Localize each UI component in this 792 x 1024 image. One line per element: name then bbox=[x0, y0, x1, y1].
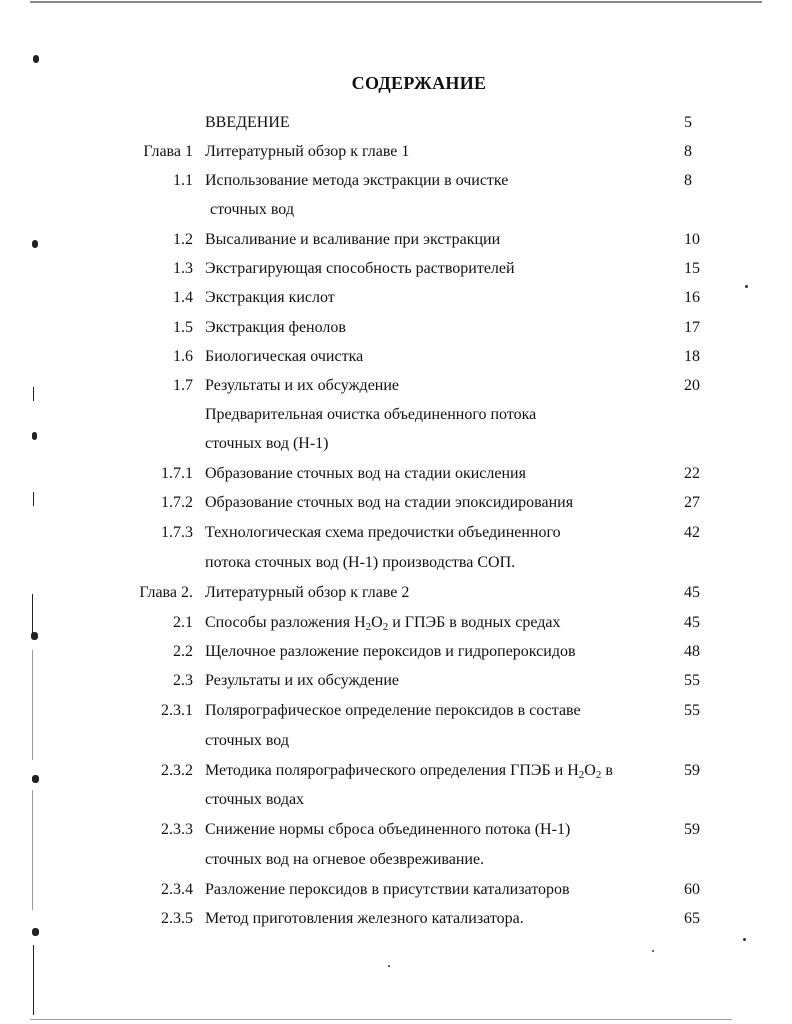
toc-entry-title: Биологическая очистка bbox=[205, 348, 364, 365]
toc-entry-number: Глава 1 bbox=[143, 143, 193, 160]
toc-entry-number: 1.7 bbox=[173, 377, 193, 394]
toc-entry-number: Глава 2. bbox=[139, 584, 193, 601]
toc-entry-continuation bbox=[0, 197, 792, 223]
toc-entry bbox=[0, 668, 792, 694]
toc-entry bbox=[0, 168, 792, 194]
toc-entry-page: 59 bbox=[684, 821, 700, 838]
toc-entry-title: Литературный обзор к главе 1 bbox=[205, 143, 410, 160]
toc-entry-page: 5 bbox=[684, 114, 692, 131]
toc-entry-title: Высаливание и всаливание при экстракции bbox=[205, 231, 501, 248]
toc-entry-page: 15 bbox=[684, 260, 700, 277]
toc-entry-title: Метод приготовления железного катализатора. bbox=[205, 910, 524, 927]
toc-entry-number: 1.2 bbox=[173, 231, 193, 248]
toc-entry-number: 2.2 bbox=[173, 643, 193, 660]
toc-entry bbox=[0, 610, 792, 636]
toc-entry-title: сточных вод bbox=[210, 201, 294, 218]
toc-entry-title bbox=[205, 610, 561, 636]
toc-entry-page: 45 bbox=[684, 614, 700, 631]
toc-entry-title: Образование сточных вод на стадии окисления bbox=[205, 465, 526, 482]
toc-entry-page: 55 bbox=[684, 672, 700, 689]
toc-entry-title: сточных водах bbox=[205, 791, 305, 808]
toc-entry-page: 18 bbox=[684, 348, 700, 365]
page-title: СОДЕРЖАНИЕ bbox=[351, 73, 487, 93]
toc-entry-title: сточных вод bbox=[205, 732, 289, 749]
toc-entry-title: ВВЕДЕНИЕ bbox=[205, 114, 290, 131]
toc-entry-title: потока сточных вод (Н-1) производства СОП. bbox=[205, 554, 516, 571]
toc-entry-title-part: O bbox=[584, 762, 596, 779]
toc-entry-title: Литературный обзор к главе 2 bbox=[205, 584, 410, 601]
toc-entry-page: 20 bbox=[684, 377, 700, 394]
toc-entry bbox=[0, 139, 792, 165]
toc-entry-number: 1.1 bbox=[173, 172, 193, 189]
toc-entry-number: 2.3.3 bbox=[161, 821, 193, 838]
toc-entry bbox=[0, 877, 792, 903]
subscript: 2 bbox=[595, 769, 602, 781]
scan-speck bbox=[388, 965, 390, 967]
toc-entry-title: Экстракция кислот bbox=[205, 289, 335, 306]
toc-entry-title-part: Способы разложения H bbox=[205, 614, 366, 631]
toc-entry-number: 1.7.1 bbox=[161, 465, 193, 482]
toc-entry bbox=[0, 490, 792, 516]
toc-entry-title-part: O bbox=[371, 614, 383, 631]
toc-entry-number: 1.7.3 bbox=[161, 524, 193, 541]
toc-entry-title-part: и ГПЭБ в водных средах bbox=[388, 614, 561, 631]
toc-entry-number: 2.3.5 bbox=[161, 910, 193, 927]
toc-entry bbox=[0, 344, 792, 370]
toc-entry bbox=[0, 227, 792, 253]
toc-entry-number: 1.3 bbox=[173, 260, 193, 277]
toc-entry bbox=[0, 817, 792, 843]
subscript: 2 bbox=[365, 621, 372, 633]
toc-entry-title: Результаты и их обсуждение bbox=[205, 377, 400, 394]
toc-entry-page: 8 bbox=[684, 172, 692, 189]
toc-entry bbox=[0, 461, 792, 487]
toc-entry-page: 22 bbox=[684, 465, 700, 482]
toc-entry-title: Образование сточных вод на стадии эпоксидирования bbox=[205, 494, 574, 511]
toc-entry-page: 60 bbox=[684, 881, 700, 898]
toc-entry-page: 42 bbox=[684, 524, 700, 541]
toc-entry bbox=[0, 285, 792, 311]
toc-entry-continuation bbox=[0, 431, 792, 457]
toc-entry bbox=[0, 520, 792, 546]
toc-entry bbox=[0, 110, 792, 136]
toc-entry-continuation bbox=[0, 787, 792, 813]
subscript: 2 bbox=[578, 769, 585, 781]
toc-entry-title: сточных вод (Н-1) bbox=[205, 435, 329, 452]
toc-entry-title: Экстрагирующая способность растворителей bbox=[205, 260, 515, 277]
toc-entry-title: Использование метода экстракции в очистке bbox=[205, 172, 509, 189]
toc-entry-title: Щелочное разложение пероксидов и гидропероксидов bbox=[205, 643, 576, 660]
scan-edge-top bbox=[30, 1, 762, 3]
toc-entry-title-part: Методика полярографического определения ГПЭБ и H bbox=[205, 762, 579, 779]
toc-entry-page: 59 bbox=[684, 762, 700, 779]
scan-artifact bbox=[33, 55, 39, 63]
scan-edge-bottom bbox=[30, 1019, 732, 1020]
scan-speck bbox=[743, 938, 746, 941]
toc-entry bbox=[0, 373, 792, 399]
toc-entry-page: 45 bbox=[684, 584, 700, 601]
toc-entry-page: 17 bbox=[684, 319, 700, 336]
toc-entry-title bbox=[205, 758, 613, 784]
toc-entry-number: 2.1 bbox=[173, 614, 193, 631]
toc-entry bbox=[0, 580, 792, 606]
toc-entry-page: 8 bbox=[684, 143, 692, 160]
toc-entry bbox=[0, 256, 792, 282]
toc-entry-page: 55 bbox=[684, 702, 700, 719]
toc-entry-title: Экстракция фенолов bbox=[205, 319, 346, 336]
toc-entry-number: 2.3 bbox=[173, 672, 193, 689]
toc-entry-continuation bbox=[0, 402, 792, 428]
toc-entry-page: 48 bbox=[684, 643, 700, 660]
toc-entry-page: 65 bbox=[684, 910, 700, 927]
toc-entry-number: 1.7.2 bbox=[161, 494, 193, 511]
toc-entry-title-part: в bbox=[601, 762, 613, 779]
toc-entry-number: 1.4 bbox=[173, 289, 193, 306]
toc-entry-page: 27 bbox=[684, 494, 700, 511]
toc-entry-title: Разложение пероксидов в присутствии катализаторов bbox=[205, 881, 570, 898]
toc-entry-title: Результаты и их обсуждение bbox=[205, 672, 400, 689]
toc-entry-title: Предварительная очистка объединенного потока bbox=[205, 406, 537, 423]
toc-entry-continuation bbox=[0, 550, 792, 576]
toc-entry-title: сточных вод на огневое обезвреживание. bbox=[205, 851, 485, 868]
toc-entry-number: 1.6 bbox=[173, 348, 193, 365]
toc-entry-number: 1.5 bbox=[173, 319, 193, 336]
toc-entry bbox=[0, 315, 792, 341]
toc-entry-number: 2.3.4 bbox=[161, 881, 193, 898]
toc-entry-continuation bbox=[0, 847, 792, 873]
toc-entry-page: 16 bbox=[684, 289, 700, 306]
scan-artifact bbox=[33, 945, 34, 1015]
toc-entry-number: 2.3.1 bbox=[161, 702, 193, 719]
toc-entry-title: Полярографическое определение пероксидов в составе bbox=[205, 702, 581, 719]
toc-entry bbox=[0, 906, 792, 932]
toc-entry-number: 2.3.2 bbox=[161, 762, 193, 779]
toc-entry-title: Снижение нормы сброса объединенного потока (Н-1) bbox=[205, 821, 571, 838]
toc-entry-title: Технологическая схема предочистки объединенного bbox=[205, 524, 561, 541]
toc-entry bbox=[0, 639, 792, 665]
subscript: 2 bbox=[382, 621, 389, 633]
scan-speck bbox=[652, 950, 654, 952]
toc-entry-continuation bbox=[0, 728, 792, 754]
toc-entry bbox=[0, 758, 792, 784]
toc-entry bbox=[0, 698, 792, 724]
toc-entry-page: 10 bbox=[684, 231, 700, 248]
